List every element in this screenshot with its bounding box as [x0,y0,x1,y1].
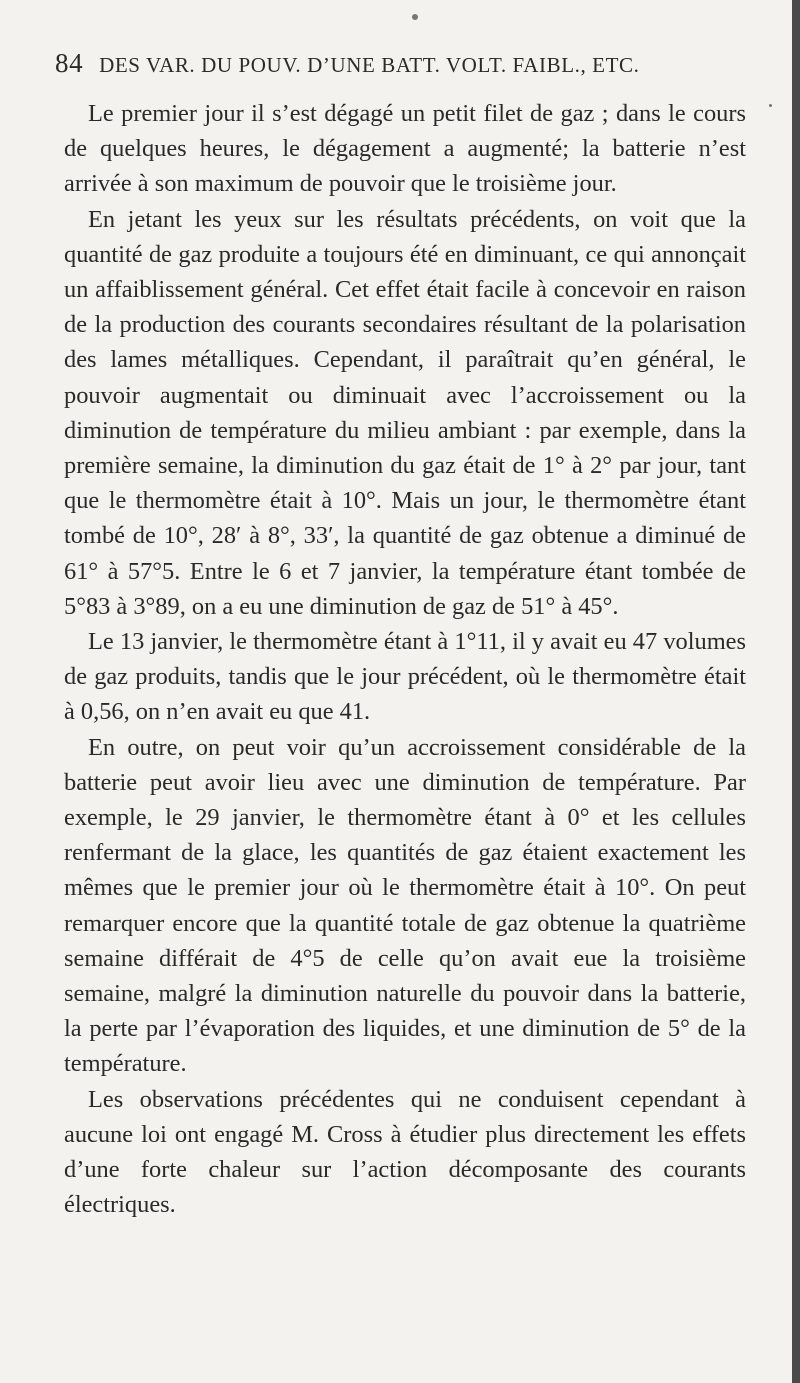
ink-speck [769,104,772,107]
running-head [55,48,745,88]
paragraph: En jetant les yeux sur les résultats précédents, on voit que la quantité de gaz produite a toujours été en diminuant, ce qui annonçait un affaiblissement général. Cet effet était facile à concevoir en raison de la production des courants secondaires résultant de la polarisation des lames métalliques. Cependant, il paraîtrait qu’en général, le pouvoir augmentait ou diminuait avec l’accroissement ou la diminution de température du milieu ambiant : par exemple, dans la première semaine, la diminution du gaz était de 1° à 2° par jour, tant que le thermomètre était à 10°. Mais un jour, le thermomètre étant tombé de 10°, 28′ à 8°, 33′, la quantité de gaz obtenue a diminué de 61° à 57°5. Entre le 6 et 7 janvier, la température étant tombée de 5°83 à 3°89, on a eu une diminution de gaz de 51° à 45°. [64,205,746,620]
ink-speck [412,14,418,20]
page-edge-shadow [792,0,800,1383]
paragraph: Les observations précédentes qui ne conduisent cependant à aucune loi ont engagé M. Cross à étudier plus directement les effets d’une forte chaleur sur l’action décomposante des courants électriques. [64,1085,746,1219]
paragraph: Le premier jour il s’est dégagé un petit filet de gaz ; dans le cours de quelques heures, le dégagement a augmenté; la batterie n’est arrivée à son maximum de pouvoir que le troisième jour. [64,100,746,198]
paragraph: Le 13 janvier, le thermomètre étant à 1°11, il y avait eu 47 volumes de gaz produits, tandis que le jour précédent, où le thermomètre était à 0,56, on n’en avait eu que 41. [64,628,746,726]
paragraph: En outre, on peut voir qu’un accroissement considérable de la batterie peut avoir lieu avec une diminution de température. Par exemple, le 29 janvier, le thermomètre étant à 0° et les cellules renfermant de la glace, les quantités de gaz étaient exactement les mêmes que le premier jour où le thermomètre était à 10°. On peut remarquer encore que la quantité totale de gaz obtenue la quatrième semaine différait de 4°5 de celle qu’on avait eue la troisième semaine, malgré la diminution naturelle du pouvoir dans la batterie, la perte par l’évaporation des liquides, et une diminution de 5° de la température. [64,733,746,1078]
running-title: DES VAR. DU POUV. D’UNE BATT. VOLT. FAIBL., ETC. [99,53,640,77]
page-number: 84 [55,48,84,78]
body-text [64,96,746,1223]
